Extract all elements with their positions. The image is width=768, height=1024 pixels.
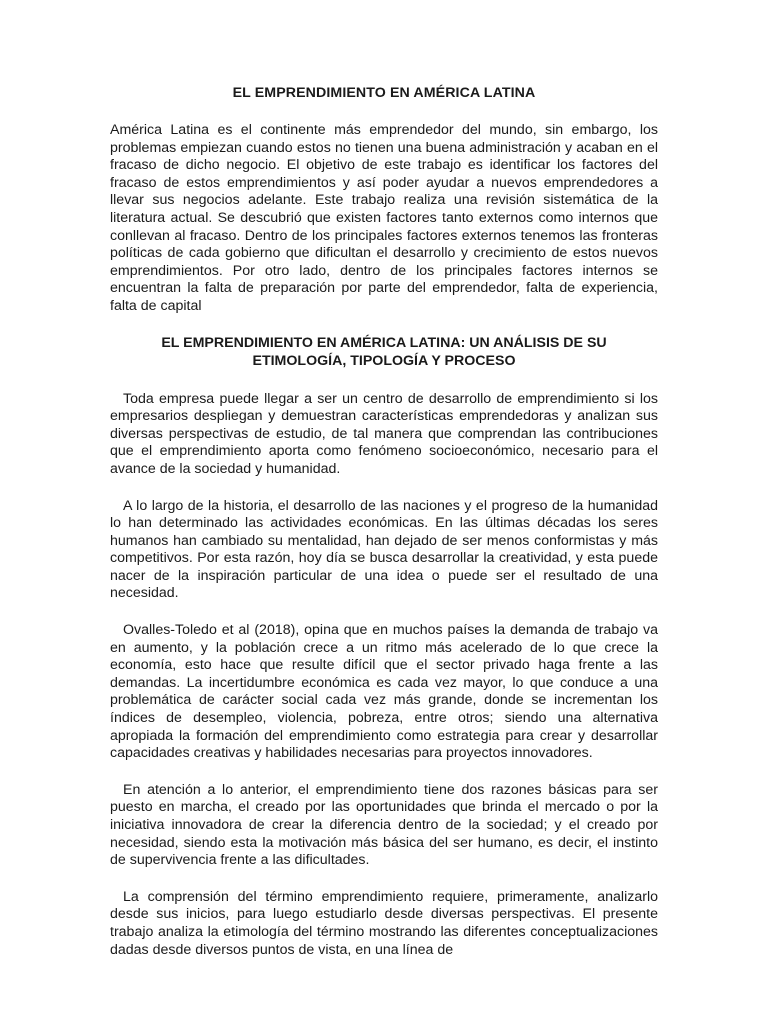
body-paragraph: La comprensión del término emprendimiento requiere, primeramente, analizarlo desde sus inicios, para luego estudiarlo desde diversas perspectivas. El presente trabajo analiza la etimología del término mostrando las diferentes conceptualizaciones dadas desde diversos puntos de vista, en una línea de [110,888,658,958]
body-paragraph: En atención a lo anterior, el emprendimiento tiene dos razones básicas para ser puesto en marcha, el creado por las oportunidades que brinda el mercado o por la iniciativa innovadora de crear la diferencia dentro de la sociedad; y el creado por necesidad, siendo esta la motivación más básica del ser humano, es decir, el instinto de supervivencia frente a las dificultades. [110,781,658,869]
abstract-paragraph: América Latina es el continente más emprendedor del mundo, sin embargo, los problemas empiezan cuando estos no tienen una buena administración y acaban en el fracaso de dicho negocio. El objetivo de este trabajo es identificar los factores del fracaso de estos emprendimientos y así poder ayudar a nuevos emprendedores a llevar sus negocios adelante. Este trabajo realiza una revisión sistemática de la literatura actual. Se descubrió que existen factores tanto externos como internos que conllevan al fracaso. Dentro de los principales factores externos tenemos las fronteras políticas de cada gobierno que dificultan el desarrollo y crecimiento de estos nuevos emprendimientos. Por otro lado, dentro de los principales factores internos se encuentran la falta de preparación por parte del emprendedor, falta de experiencia, falta de capital [110,122,658,314]
document-title: EL EMPRENDIMIENTO EN AMÉRICA LATINA [232,85,536,101]
body-paragraph: Toda empresa puede llegar a ser un centro de desarrollo de emprendimiento si los empresarios despliegan y demuestran características emprendedoras y analizan sus diversas perspectivas de estudio, de tal manera que comprendan las contribuciones que el emprendimiento aporta como fenómeno socioeconómico, necesario para el avance de la sociedad y humanidad. [110,390,658,477]
body-paragraph: Ovalles-Toledo et al (2018), opina que en muchos países la demanda de trabajo va en aumento, y la población crece a un ritmo más acelerado de lo que crece la economía, esto hace que resulte difícil que el sector privado haga frente a las demandas. La incertidumbre económica es cada vez mayor, lo que conduce a una problemática de carácter social cada vez más grande, donde se incrementan los índices de desempleo, violencia, pobreza, entre otros; siendo una alternativa apropiada la formación del emprendimiento como estrategia para crear y desarrollar capacidades creativas y habilidades necesarias para proyectos innovadores. [110,622,658,762]
section-title: EL EMPRENDIMIENTO EN AMÉRICA LATINA: UN ANÁLISIS DE SU ETIMOLOGÍA, TIPOLOGÍA Y PROCESO [161,334,607,369]
body-paragraph: A lo largo de la historia, el desarrollo de las naciones y el progreso de la humanidad lo han determinado las actividades económicas. En las últimas décadas los seres humanos han cambiado su mentalidad, han dejado de ser menos conformistas y más competitivos. Por esta razón, hoy día se busca desarrollar la creatividad, y esta puede nacer de la inspiración particular de una idea o puede ser el resultado de una necesidad. [110,497,658,602]
